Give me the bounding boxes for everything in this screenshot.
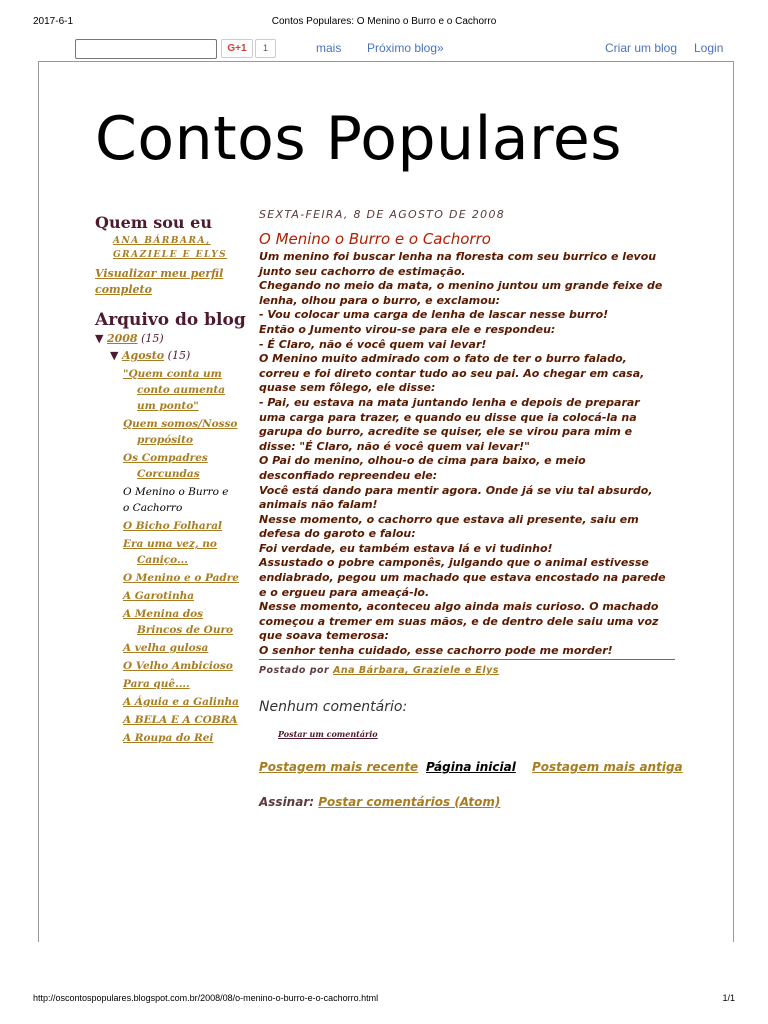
post-line: Nesse momento, aconteceu algo ainda mais curioso. O machado — [259, 600, 659, 614]
posted-by-author-link[interactable]: Ana Bárbara, Graziele e Elys — [333, 665, 499, 676]
month-link[interactable]: Agosto — [121, 349, 165, 362]
newer-post-link[interactable]: Postagem mais recente — [259, 760, 419, 774]
post-line: Chegando no meio da mata, o menino juntou um grande feixe de — [259, 279, 663, 293]
navbar-search-input[interactable] — [75, 39, 217, 59]
post-line: que soava temerosa: — [259, 629, 389, 643]
post-line: garupa do burro, acredite se quiser, ele se virou para mim e — [259, 425, 633, 439]
archive-post-item[interactable]: "Quem conta um conto aumenta um ponto" — [123, 368, 226, 412]
post-line: quase sem fôlego, ele disse: — [259, 381, 436, 395]
login-link[interactable]: Login — [694, 41, 724, 55]
post-line: começou a tremer em suas mãos, e de dentro dele saiu uma voz — [259, 614, 659, 628]
post-line: Então o Jumento virou-se para ele e respondeu: — [259, 322, 556, 336]
post-line: lenha, olhou para o burro, e exclamou: — [259, 293, 500, 307]
post-line: animais não falam! — [259, 498, 378, 512]
month-toggle-icon[interactable]: ▼ — [110, 349, 119, 362]
print-page-number: 1/1 — [722, 993, 735, 1003]
archive-post-item[interactable]: O Menino e o Padre — [123, 572, 239, 584]
year-row — [95, 332, 164, 345]
post-line: - Pai, eu estava na mata juntando lenha e depois de preparar — [259, 395, 640, 409]
archive-post-item[interactable]: A BELA E A COBRA — [123, 714, 238, 726]
post-line: Um menino foi buscar lenha na floresta com seu burrico e levou — [259, 250, 657, 263]
blog-title[interactable]: Contos Populares — [95, 104, 623, 174]
month-count: (15) — [167, 349, 191, 362]
post-line: - É Claro, não é você quem vai levar! — [259, 337, 487, 351]
print-page-title: Contos Populares: O Menino o Burro e o Cachorro — [271, 16, 497, 27]
post-line: uma carga para trazer, e quando eu disse que ia colocá-la na — [259, 410, 637, 424]
archive-post-item[interactable]: O Bicho Folharal — [123, 520, 222, 532]
gplus-count: 1 — [255, 39, 276, 58]
archive-post-list — [123, 366, 241, 748]
author-name-link[interactable]: ANA BÁRBARA, — [113, 236, 211, 246]
archive-post-item[interactable]: A Águia e a Galinha — [123, 696, 239, 708]
post-line: desconfiado repreendeu ele: — [259, 468, 438, 482]
post-footer — [259, 665, 499, 676]
home-link[interactable]: Página inicial — [426, 760, 516, 774]
post-comment-link[interactable]: Postar um comentário — [278, 729, 378, 739]
archive-post-item[interactable]: O Velho Ambicioso — [123, 660, 233, 672]
archive-post-item[interactable]: A Menina dos Brincos de Ouro — [123, 608, 233, 636]
post-footer-divider — [259, 659, 675, 660]
archive-post-item[interactable]: Para quê.... — [123, 678, 190, 690]
archive-post-item[interactable]: Os Compadres Corcundas — [123, 452, 208, 480]
archive-post-item[interactable]: A Garotinha — [123, 590, 195, 602]
older-post-link[interactable]: Postagem mais antiga — [532, 760, 683, 774]
more-link[interactable]: mais — [316, 41, 342, 55]
posted-by-label: Postado por — [259, 665, 330, 676]
post-line: e o ergueu para ameaçá-lo. — [259, 585, 430, 599]
print-date: 2017-6-1 — [33, 16, 74, 27]
print-url: http://oscontospopulares.blogspot.com.br/2008/08/o-menino-o-burro-e-o-cachorro.html — [33, 993, 379, 1003]
post-line: defesa do garoto e falou: — [259, 527, 416, 541]
archive-post-item[interactable]: A velha gulosa — [123, 642, 209, 654]
next-blog-link[interactable]: Próximo blog» — [367, 41, 444, 55]
post-line: endiabrado, pegou um machado que estava encostado na parede — [259, 571, 666, 585]
post-title[interactable]: O Menino o Burro e o Cachorro — [259, 230, 491, 248]
archive-post-item-current: O Menino o Burro e o Cachorro — [123, 486, 229, 514]
gplus-button[interactable]: G+1 — [221, 39, 253, 58]
post-line: Assustado o pobre camponês, julgando que o animal estivesse — [259, 556, 649, 570]
comments-heading: Nenhum comentário: — [259, 699, 408, 715]
archive-heading: Arquivo do blog — [95, 310, 246, 330]
archive-post-item[interactable]: A Roupa do Rei — [123, 732, 214, 744]
post-line: Foi verdade, eu também estava lá e vi tudinho! — [259, 541, 553, 555]
archive-post-item[interactable]: Era uma vez, no Caniço... — [123, 538, 217, 566]
atom-feed-link[interactable]: Postar comentários (Atom) — [318, 795, 501, 809]
post-line: - Vou colocar uma carga de lenha de lascar nesse burro! — [259, 308, 609, 322]
post-line: O Menino muito admirado com o fato de ter o burro falado, — [259, 352, 627, 366]
view-profile-link[interactable]: Visualizar meu perfil — [95, 267, 224, 280]
post-line: O Pai do menino, olhou-o de cima para baixo, e meio — [259, 454, 586, 468]
view-profile-link-cont[interactable]: completo — [95, 283, 152, 296]
year-count: (15) — [141, 332, 164, 345]
author-name-link-cont[interactable]: GRAZIELE E ELYS — [113, 250, 228, 260]
post-line: Você está dando para mentir agora. Onde já se viu tal absurdo, — [259, 483, 653, 497]
post-body — [259, 250, 677, 659]
year-link[interactable]: 2008 — [106, 332, 138, 345]
about-heading: Quem sou eu — [95, 213, 212, 232]
create-blog-link[interactable]: Criar um blog — [605, 41, 678, 55]
post-line: disse: "É Claro, não é você quem vai levar!" — [259, 439, 530, 453]
post-line: junto seu cachorro de estimação. — [259, 264, 466, 278]
subscribe-row — [259, 795, 500, 809]
month-row — [110, 349, 190, 362]
post-line: O senhor tenha cuidado, esse cachorro pode me morder! — [259, 644, 613, 658]
post-date-header: SEXTA-FEIRA, 8 DE AGOSTO DE 2008 — [259, 208, 506, 221]
post-line: correu e foi direto contar tudo ao seu pai. Ao chegar em casa, — [259, 366, 645, 380]
subscribe-label: Assinar: — [259, 795, 315, 809]
post-line: Nesse momento, o cachorro que estava ali presente, saiu em — [259, 512, 639, 526]
archive-post-item[interactable]: Quem somos/Nosso propósito — [123, 418, 238, 446]
year-toggle-icon[interactable]: ▼ — [95, 332, 104, 345]
